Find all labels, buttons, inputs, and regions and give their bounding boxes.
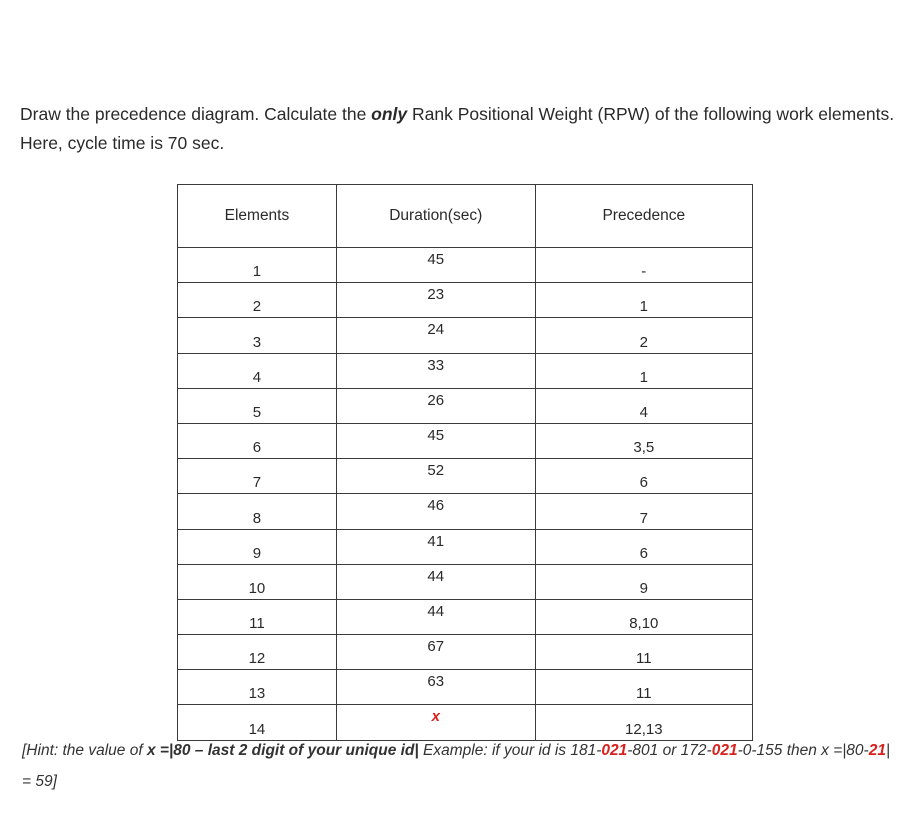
cell-element: 7 xyxy=(178,459,337,494)
cell-element: 2 xyxy=(178,283,337,318)
table-row xyxy=(178,248,753,283)
cell-element: 11 xyxy=(178,599,337,634)
cell-precedence: 12,13 xyxy=(535,705,752,740)
hint-open: [Hint: the value of xyxy=(22,742,147,759)
cell-duration: 23 xyxy=(336,283,535,318)
cell-element: 12 xyxy=(178,635,337,670)
hint-id1-tail: -801 or 172- xyxy=(627,742,712,759)
cell-precedence: 4 xyxy=(535,388,752,423)
table-row xyxy=(178,494,753,529)
cell-duration: 46 xyxy=(336,494,535,529)
hint-id1-digits: 021 xyxy=(601,742,628,759)
cell-duration: 33 xyxy=(336,353,535,388)
cell-precedence: 7 xyxy=(535,494,752,529)
hint-close: | = 59] xyxy=(22,742,890,790)
cell-duration: 44 xyxy=(336,564,535,599)
hint-example-lead: Example: if your id is 181- xyxy=(418,742,602,759)
table-row xyxy=(178,353,753,388)
table-row xyxy=(178,599,753,634)
table-row xyxy=(178,423,753,458)
cell-duration: 52 xyxy=(336,459,535,494)
table-row xyxy=(178,564,753,599)
cell-element: 14 xyxy=(178,705,337,740)
cell-duration: 26 xyxy=(336,388,535,423)
question-part1: Draw the precedence diagram. Calculate the xyxy=(20,104,372,124)
cell-duration: 45 xyxy=(336,248,535,283)
table-row xyxy=(178,529,753,564)
cell-element: 13 xyxy=(178,670,337,705)
header-duration: Duration(sec) xyxy=(336,185,535,248)
hint-text xyxy=(22,735,902,797)
hint-formula: x =|80 – last 2 digit of your unique id| xyxy=(146,742,419,759)
cell-duration: 24 xyxy=(336,318,535,353)
header-precedence: Precedence xyxy=(535,185,752,248)
cell-precedence: 3,5 xyxy=(535,423,752,458)
cell-precedence: 8,10 xyxy=(535,599,752,634)
cell-precedence: 6 xyxy=(535,529,752,564)
cell-duration: 63 xyxy=(336,670,535,705)
table-row xyxy=(178,459,753,494)
cell-element: 8 xyxy=(178,494,337,529)
question-part2: Rank Positional Weight (RPW) of the following work elements. Here, cycle time is 70 sec. xyxy=(20,104,895,153)
table-row xyxy=(178,388,753,423)
work-elements-table xyxy=(177,184,753,741)
cell-element: 9 xyxy=(178,529,337,564)
cell-precedence: 1 xyxy=(535,353,752,388)
cell-precedence: 6 xyxy=(535,459,752,494)
cell-precedence: 2 xyxy=(535,318,752,353)
unknown-duration-x: x xyxy=(431,708,440,726)
cell-precedence: 9 xyxy=(535,564,752,599)
header-elements: Elements xyxy=(178,185,337,248)
question-text xyxy=(20,100,900,158)
hint-id2-digits: 021 xyxy=(711,742,738,759)
table-row xyxy=(178,318,753,353)
cell-precedence: 11 xyxy=(535,670,752,705)
table-row xyxy=(178,670,753,705)
cell-precedence: 11 xyxy=(535,635,752,670)
hint-id2-tail: -0-155 then x =|80- xyxy=(737,742,869,759)
cell-element: 6 xyxy=(178,423,337,458)
cell-duration: 44 xyxy=(336,599,535,634)
table-row xyxy=(178,635,753,670)
cell-element: 4 xyxy=(178,353,337,388)
table-row xyxy=(178,283,753,318)
cell-duration: 45 xyxy=(336,423,535,458)
cell-precedence: - xyxy=(535,248,752,283)
cell-element: 1 xyxy=(178,248,337,283)
cell-element: 10 xyxy=(178,564,337,599)
cell-precedence: 1 xyxy=(535,283,752,318)
cell-element: 5 xyxy=(178,388,337,423)
cell-duration: 41 xyxy=(336,529,535,564)
hint-calc-digits: 21 xyxy=(868,742,886,759)
table-header-row xyxy=(178,185,753,248)
cell-element: 3 xyxy=(178,318,337,353)
question-emphasis: only xyxy=(371,104,408,124)
cell-duration: 67 xyxy=(336,635,535,670)
